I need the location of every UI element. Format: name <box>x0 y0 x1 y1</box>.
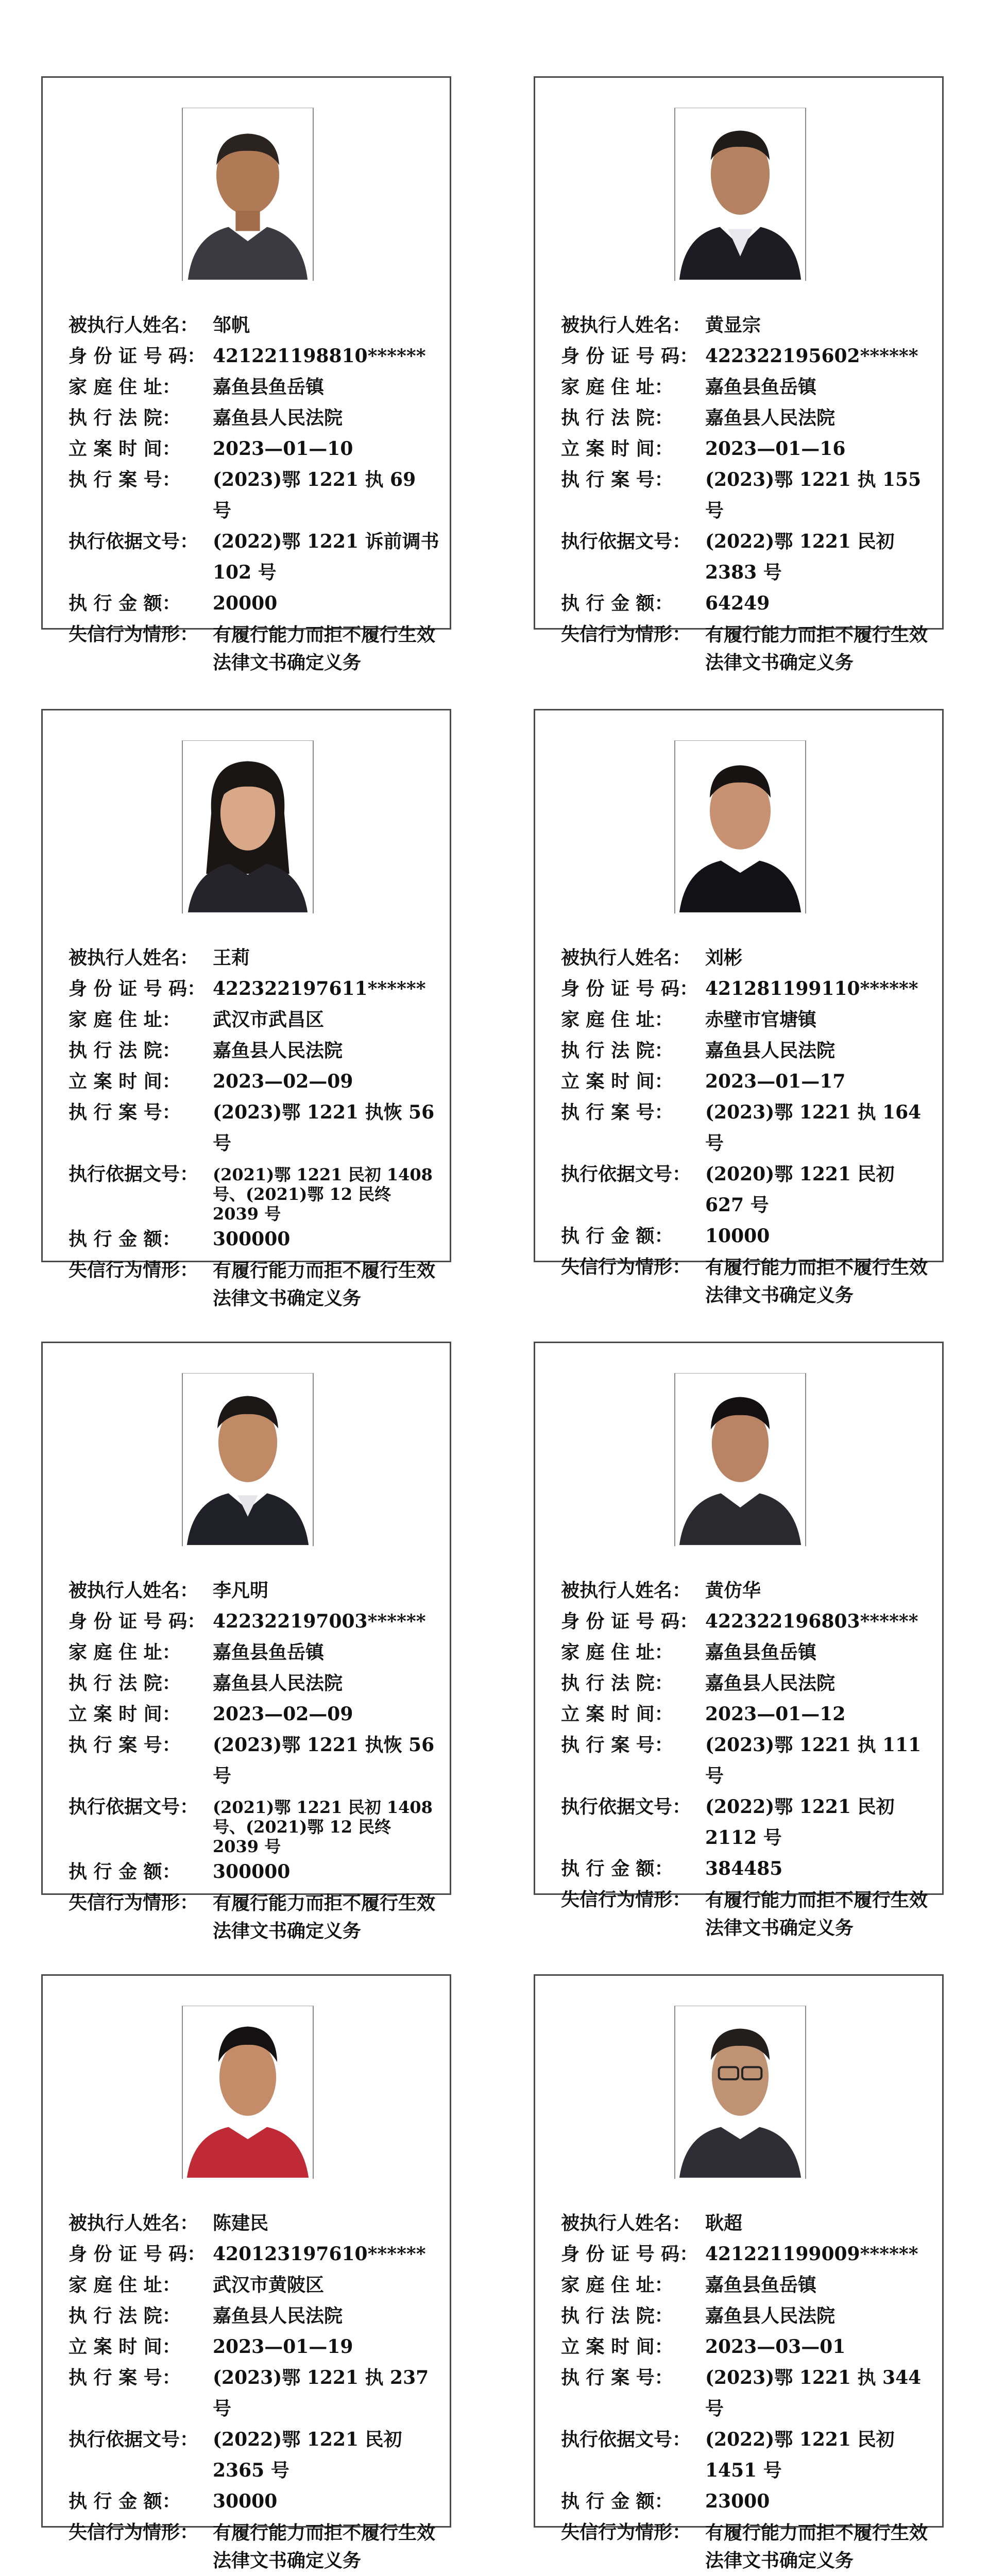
name-value: 耿超 <box>705 2212 743 2234</box>
amount-label: 执 行 金 额： <box>69 2490 181 2512</box>
amount-label: 执 行 金 额： <box>561 2490 673 2512</box>
address-label: 家 庭 住 址： <box>561 2274 673 2296</box>
id-value: 421221199009****** <box>705 2243 918 2265</box>
name-label: 被执行人姓名： <box>561 314 691 336</box>
situation-label: 失信行为情形： <box>69 2521 199 2543</box>
court-value: 嘉鱼县人民法院 <box>705 1040 835 1061</box>
court-value: 嘉鱼县人民法院 <box>705 1672 835 1694</box>
id-label: 身 份 证 号 码： <box>69 345 206 367</box>
basis-doc-value: (2022)鄂 1221 民初 1451 号 <box>705 2429 895 2481</box>
situation-label: 失信行为情形： <box>561 1256 691 1278</box>
id-label: 身 份 证 号 码： <box>69 1611 206 1632</box>
basis-doc-label: 执行依据文号： <box>69 1796 199 1818</box>
filing-time-label: 立 案 时 间： <box>561 1703 673 1725</box>
basis-doc-label: 执行依据文号： <box>69 1163 199 1185</box>
case-no-value: (2023)鄂 1221 执 111 号 <box>705 1734 922 1787</box>
filing-time-value: 2023—01—12 <box>705 1703 846 1725</box>
id-value: 422322195602****** <box>705 345 918 367</box>
amount-value: 300000 <box>213 1861 291 1883</box>
basis-doc-label: 执行依据文号： <box>561 531 691 552</box>
case-no-label: 执 行 案 号： <box>69 1101 181 1123</box>
name-value: 刘彬 <box>705 947 743 969</box>
amount-value: 384485 <box>705 1858 783 1879</box>
amount-value: 10000 <box>705 1225 770 1247</box>
filing-time-label: 立 案 时 间： <box>69 2336 181 2358</box>
id-label: 身 份 证 号 码： <box>69 2243 206 2265</box>
filing-time-value: 2023—01—16 <box>705 438 846 460</box>
address-value: 嘉鱼县鱼岳镇 <box>705 1641 817 1663</box>
situation-label: 失信行为情形： <box>561 2521 691 2543</box>
id-label: 身 份 证 号 码： <box>69 978 206 999</box>
name-value: 李凡明 <box>213 1580 269 1601</box>
amount-value: 30000 <box>213 2490 278 2512</box>
basis-doc-label: 执行依据文号： <box>561 1796 691 1818</box>
filing-time-label: 立 案 时 间： <box>69 1703 181 1725</box>
court-label: 执 行 法 院： <box>69 407 181 429</box>
debtor-card <box>41 76 451 673</box>
address-label: 家 庭 住 址： <box>561 376 673 398</box>
id-value: 422322197611****** <box>213 978 426 999</box>
address-label: 家 庭 住 址： <box>69 2274 181 2296</box>
basis-doc-value: (2022)鄂 1221 民初 2383 号 <box>705 531 895 583</box>
basis-doc-label: 执行依据文号： <box>69 2429 199 2450</box>
situation-label: 失信行为情形： <box>561 1889 691 1910</box>
amount-label: 执 行 金 额： <box>561 1225 673 1247</box>
case-no-value: (2023)鄂 1221 执 164 号 <box>705 1101 922 1154</box>
name-label: 被执行人姓名： <box>561 2212 691 2234</box>
amount-value: 23000 <box>705 2490 770 2512</box>
address-value: 赤壁市官塘镇 <box>705 1009 817 1030</box>
name-label: 被执行人姓名： <box>69 947 199 969</box>
basis-doc-value: (2021)鄂 1221 民初 1408 号、(2021)鄂 12 民终 2039 号 <box>213 1165 433 1224</box>
situation-value: 有履行能力而拒不履行生效法律文书确定义务 <box>705 1257 928 1306</box>
debtor-card <box>41 1974 451 2571</box>
case-no-label: 执 行 案 号： <box>561 2367 673 2388</box>
situation-value: 有履行能力而拒不履行生效法律文书确定义务 <box>213 2522 436 2571</box>
debtor-card <box>534 709 944 1306</box>
basis-doc-value: (2021)鄂 1221 民初 1408 号、(2021)鄂 12 民终 2039 号 <box>213 1798 433 1856</box>
id-label: 身 份 证 号 码： <box>561 345 698 367</box>
case-no-label: 执 行 案 号： <box>69 2367 181 2388</box>
address-label: 家 庭 住 址： <box>69 376 181 398</box>
situation-label: 失信行为情形： <box>69 623 199 645</box>
address-value: 嘉鱼县鱼岳镇 <box>705 2274 817 2296</box>
portrait-photo <box>674 740 806 913</box>
filing-time-label: 立 案 时 间： <box>561 1071 673 1092</box>
debtor-card <box>534 1342 944 1939</box>
address-value: 嘉鱼县鱼岳镇 <box>213 1641 325 1663</box>
name-label: 被执行人姓名： <box>561 947 691 969</box>
name-value: 王莉 <box>213 947 250 969</box>
case-no-value: (2023)鄂 1221 执 237 号 <box>213 2367 429 2419</box>
court-value: 嘉鱼县人民法院 <box>213 407 343 429</box>
court-value: 嘉鱼县人民法院 <box>213 1672 343 1694</box>
debtor-card <box>534 1974 944 2571</box>
situation-label: 失信行为情形： <box>69 1892 199 1913</box>
situation-value: 有履行能力而拒不履行生效法律文书确定义务 <box>213 1260 436 1309</box>
portrait-photo <box>182 2006 314 2179</box>
case-no-value: (2023)鄂 1221 执 344 号 <box>705 2367 922 2419</box>
address-label: 家 庭 住 址： <box>69 1641 181 1663</box>
court-label: 执 行 法 院： <box>69 2305 181 2327</box>
amount-value: 20000 <box>213 592 278 614</box>
debtor-card <box>534 76 944 673</box>
id-value: 422322196803****** <box>705 1611 918 1632</box>
court-label: 执 行 法 院： <box>561 1040 673 1061</box>
court-label: 执 行 法 院： <box>69 1672 181 1694</box>
id-value: 421281199110****** <box>705 978 918 999</box>
portrait-photo <box>182 1373 314 1546</box>
name-value: 黄仿华 <box>705 1580 761 1601</box>
name-label: 被执行人姓名： <box>69 2212 199 2234</box>
situation-label: 失信行为情形： <box>69 1259 199 1281</box>
filing-time-value: 2023—02—09 <box>213 1703 353 1725</box>
filing-time-value: 2023—01—10 <box>213 438 353 460</box>
address-value: 武汉市武昌区 <box>213 1009 325 1030</box>
case-no-value: (2023)鄂 1221 执恢 56 号 <box>213 1734 435 1787</box>
case-no-value: (2023)鄂 1221 执恢 56 号 <box>213 1101 435 1154</box>
name-label: 被执行人姓名： <box>561 1580 691 1601</box>
case-no-label: 执 行 案 号： <box>69 1734 181 1756</box>
situation-value: 有履行能力而拒不履行生效法律文书确定义务 <box>213 1892 436 1942</box>
address-value: 武汉市黄陂区 <box>213 2274 325 2296</box>
amount-label: 执 行 金 额： <box>561 592 673 614</box>
name-value: 邹帆 <box>213 314 250 336</box>
basis-doc-value: (2022)鄂 1221 诉前调书 102 号 <box>213 531 439 583</box>
situation-label: 失信行为情形： <box>561 623 691 645</box>
filing-time-label: 立 案 时 间： <box>69 1071 181 1092</box>
basis-doc-value: (2022)鄂 1221 民初 2365 号 <box>213 2429 402 2481</box>
amount-label: 执 行 金 额： <box>69 1228 181 1250</box>
amount-label: 执 行 金 额： <box>69 1861 181 1883</box>
situation-value: 有履行能力而拒不履行生效法律文书确定义务 <box>705 624 928 673</box>
situation-value: 有履行能力而拒不履行生效法律文书确定义务 <box>213 624 436 673</box>
filing-time-value: 2023—02—09 <box>213 1071 353 1092</box>
amount-value: 300000 <box>213 1228 291 1250</box>
debtor-card <box>41 709 451 1309</box>
case-no-label: 执 行 案 号： <box>561 469 673 490</box>
name-label: 被执行人姓名： <box>69 1580 199 1601</box>
basis-doc-value: (2022)鄂 1221 民初 2112 号 <box>705 1796 895 1849</box>
filing-time-value: 2023—01—19 <box>213 2336 353 2358</box>
amount-value: 64249 <box>705 592 770 614</box>
address-value: 嘉鱼县鱼岳镇 <box>705 376 817 398</box>
id-value: 421221198810****** <box>213 345 426 367</box>
filing-time-label: 立 案 时 间： <box>561 438 673 460</box>
court-value: 嘉鱼县人民法院 <box>213 2305 343 2327</box>
court-label: 执 行 法 院： <box>561 407 673 429</box>
case-no-label: 执 行 案 号： <box>561 1734 673 1756</box>
case-no-value: (2023)鄂 1221 执 69 号 <box>213 469 416 521</box>
court-value: 嘉鱼县人民法院 <box>705 2305 835 2327</box>
portrait-photo <box>674 108 806 281</box>
filing-time-value: 2023—03—01 <box>705 2336 846 2358</box>
basis-doc-label: 执行依据文号： <box>561 2429 691 2450</box>
amount-label: 执 行 金 额： <box>561 1858 673 1879</box>
filing-time-label: 立 案 时 间： <box>561 2336 673 2358</box>
amount-label: 执 行 金 额： <box>69 592 181 614</box>
id-label: 身 份 证 号 码： <box>561 2243 698 2265</box>
address-label: 家 庭 住 址： <box>561 1641 673 1663</box>
basis-doc-value: (2020)鄂 1221 民初 627 号 <box>705 1163 895 1216</box>
filing-time-label: 立 案 时 间： <box>69 438 181 460</box>
basis-doc-label: 执行依据文号： <box>561 1163 691 1185</box>
court-label: 执 行 法 院： <box>561 2305 673 2327</box>
court-value: 嘉鱼县人民法院 <box>213 1040 343 1061</box>
filing-time-value: 2023—01—17 <box>705 1071 846 1092</box>
id-label: 身 份 证 号 码： <box>561 978 698 999</box>
address-label: 家 庭 住 址： <box>69 1009 181 1030</box>
name-label: 被执行人姓名： <box>69 314 199 336</box>
debtor-card <box>41 1342 451 1942</box>
name-value: 陈建民 <box>213 2212 269 2234</box>
case-no-value: (2023)鄂 1221 执 155 号 <box>705 469 922 521</box>
court-label: 执 行 法 院： <box>69 1040 181 1061</box>
address-value: 嘉鱼县鱼岳镇 <box>213 376 325 398</box>
portrait-photo <box>182 740 314 913</box>
id-value: 422322197003****** <box>213 1611 426 1632</box>
id-label: 身 份 证 号 码： <box>561 1611 698 1632</box>
portrait-photo <box>674 1373 806 1546</box>
court-label: 执 行 法 院： <box>561 1672 673 1694</box>
address-label: 家 庭 住 址： <box>561 1009 673 1030</box>
case-no-label: 执 行 案 号： <box>561 1101 673 1123</box>
situation-value: 有履行能力而拒不履行生效法律文书确定义务 <box>705 1889 928 1939</box>
name-value: 黄显宗 <box>705 314 761 336</box>
case-no-label: 执 行 案 号： <box>69 469 181 490</box>
basis-doc-label: 执行依据文号： <box>69 531 199 552</box>
situation-value: 有履行能力而拒不履行生效法律文书确定义务 <box>705 2522 928 2571</box>
portrait-photo <box>674 2006 806 2179</box>
id-value: 420123197610****** <box>213 2243 426 2265</box>
portrait-photo <box>182 108 314 281</box>
court-value: 嘉鱼县人民法院 <box>705 407 835 429</box>
